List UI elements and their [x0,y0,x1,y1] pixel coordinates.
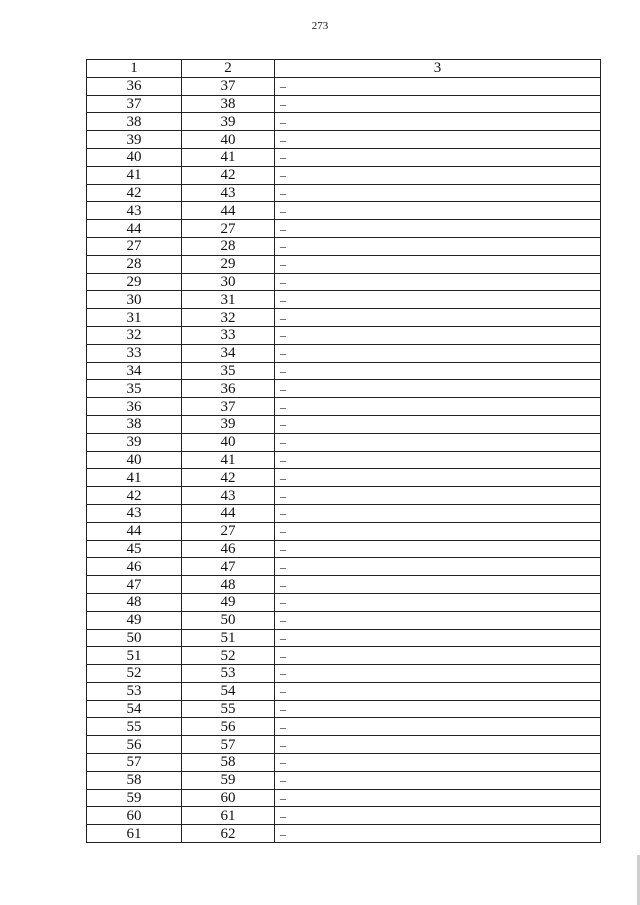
table-cell-col-3: – [275,558,601,576]
table-row [87,487,601,505]
table-row [87,789,601,807]
table-row [87,113,601,131]
table-row [87,718,601,736]
table-cell-col-3: – [275,362,601,380]
table-cell-col-1: 32 [87,326,182,344]
table-row [87,593,601,611]
table-cell-col-2: 54 [182,682,275,700]
page-number: 273 [311,20,329,32]
table-cell-col-2: 29 [182,255,275,273]
table-row [87,95,601,113]
table-cell-col-2: 27 [182,522,275,540]
table-cell-col-1: 35 [87,380,182,398]
table-cell-col-2: 50 [182,611,275,629]
table-cell-col-3: – [275,166,601,184]
table-cell-col-2: 55 [182,700,275,718]
table-cell-col-3: – [275,380,601,398]
table-row [87,540,601,558]
table-cell-col-3: – [275,487,601,505]
table-row [87,273,601,291]
table-cell-col-1: 45 [87,540,182,558]
table-cell-col-2: 44 [182,504,275,522]
table-cell-col-1: 61 [87,825,182,843]
table-cell-col-1: 46 [87,558,182,576]
table-row [87,291,601,309]
table-cell-col-2: 42 [182,469,275,487]
table-cell-col-2: 56 [182,718,275,736]
table-cell-col-2: 58 [182,754,275,772]
table-cell-col-3: – [275,273,601,291]
table-cell-col-3: – [275,754,601,772]
table-cell-col-1: 27 [87,237,182,255]
table-cell-col-3: – [275,433,601,451]
table-cell-col-2: 35 [182,362,275,380]
table-row [87,255,601,273]
table-row [87,522,601,540]
table-cell-col-2: 39 [182,415,275,433]
table-cell-col-3: – [275,113,601,131]
table-row [87,611,601,629]
table-cell-col-3: – [275,647,601,665]
header-row [87,60,601,78]
table-cell-col-2: 48 [182,576,275,594]
table-row [87,665,601,683]
table-row [87,77,601,95]
table-cell-col-2: 31 [182,291,275,309]
table-cell-col-2: 32 [182,309,275,327]
table-cell-col-2: 30 [182,273,275,291]
table-cell-col-2: 39 [182,113,275,131]
table-cell-col-1: 41 [87,166,182,184]
table-cell-col-2: 28 [182,237,275,255]
table-cell-col-1: 43 [87,202,182,220]
column-header-1: 1 [87,60,182,78]
table-cell-col-1: 53 [87,682,182,700]
table-row [87,807,601,825]
table-row [87,309,601,327]
table-cell-col-3: – [275,629,601,647]
table-cell-col-3: – [275,184,601,202]
table-row [87,825,601,843]
table-cell-col-1: 37 [87,95,182,113]
table-cell-col-1: 42 [87,184,182,202]
table-row [87,362,601,380]
table-cell-col-1: 30 [87,291,182,309]
table-cell-col-3: – [275,237,601,255]
table-cell-col-3: – [275,415,601,433]
table-row [87,647,601,665]
table-cell-col-3: – [275,540,601,558]
table-cell-col-3: – [275,202,601,220]
table-cell-col-1: 38 [87,415,182,433]
table-cell-col-3: – [275,807,601,825]
table-cell-col-1: 55 [87,718,182,736]
table-row [87,700,601,718]
table-cell-col-1: 29 [87,273,182,291]
table-cell-col-1: 36 [87,77,182,95]
table-cell-col-1: 58 [87,771,182,789]
table-cell-col-1: 44 [87,522,182,540]
table-row [87,202,601,220]
table-cell-col-1: 59 [87,789,182,807]
table-cell-col-3: – [275,148,601,166]
table-cell-col-3: – [275,291,601,309]
table-cell-col-3: – [275,131,601,149]
table-cell-col-2: 62 [182,825,275,843]
table-row [87,433,601,451]
table-cell-col-3: – [275,593,601,611]
table-row [87,398,601,416]
table-cell-col-2: 47 [182,558,275,576]
table-row [87,754,601,772]
table-cell-col-3: – [275,77,601,95]
table-row [87,184,601,202]
table-row [87,682,601,700]
table-cell-col-3: – [275,771,601,789]
table-cell-col-1: 49 [87,611,182,629]
table-body [87,77,601,842]
table-row [87,220,601,238]
table-cell-col-2: 36 [182,380,275,398]
table-cell-col-2: 43 [182,184,275,202]
table-cell-col-3: – [275,220,601,238]
table-cell-col-1: 51 [87,647,182,665]
table-cell-col-2: 37 [182,398,275,416]
table-row [87,736,601,754]
table-row [87,629,601,647]
table-cell-col-2: 52 [182,647,275,665]
table-cell-col-2: 61 [182,807,275,825]
table-cell-col-1: 40 [87,451,182,469]
table-row [87,451,601,469]
table-cell-col-1: 60 [87,807,182,825]
table-cell-col-1: 50 [87,629,182,647]
table-cell-col-3: – [275,682,601,700]
table-row [87,771,601,789]
table-cell-col-2: 40 [182,433,275,451]
table-cell-col-1: 54 [87,700,182,718]
table-cell-col-2: 41 [182,451,275,469]
table-cell-col-3: – [275,309,601,327]
table-row [87,166,601,184]
table-cell-col-1: 57 [87,754,182,772]
table-cell-col-2: 34 [182,344,275,362]
table-cell-col-3: – [275,825,601,843]
table-cell-col-1: 44 [87,220,182,238]
data-table [86,59,601,843]
table-cell-col-3: – [275,576,601,594]
table-cell-col-2: 42 [182,166,275,184]
table-cell-col-3: – [275,789,601,807]
table-cell-col-3: – [275,700,601,718]
table-cell-col-3: – [275,736,601,754]
table-row [87,415,601,433]
table-cell-col-3: – [275,451,601,469]
table-cell-col-3: – [275,718,601,736]
table-row [87,148,601,166]
table-row [87,380,601,398]
table-cell-col-3: – [275,665,601,683]
table-cell-col-2: 41 [182,148,275,166]
table-cell-col-2: 37 [182,77,275,95]
table-cell-col-3: – [275,469,601,487]
table-cell-col-2: 38 [182,95,275,113]
table-cell-col-1: 39 [87,433,182,451]
table-cell-col-2: 43 [182,487,275,505]
table-cell-col-1: 38 [87,113,182,131]
table-cell-col-1: 33 [87,344,182,362]
table-cell-col-3: – [275,522,601,540]
table-cell-col-1: 56 [87,736,182,754]
table-cell-col-2: 27 [182,220,275,238]
column-header-3: 3 [275,60,601,78]
table-cell-col-2: 57 [182,736,275,754]
column-header-2: 2 [182,60,275,78]
table-cell-col-1: 36 [87,398,182,416]
table-row [87,469,601,487]
table-cell-col-1: 52 [87,665,182,683]
table-cell-col-3: – [275,95,601,113]
table-row [87,326,601,344]
table-cell-col-2: 59 [182,771,275,789]
table-cell-col-2: 60 [182,789,275,807]
table-row [87,237,601,255]
table-cell-col-3: – [275,255,601,273]
table-cell-col-1: 42 [87,487,182,505]
table-cell-col-1: 40 [87,148,182,166]
table-cell-col-1: 47 [87,576,182,594]
table-cell-col-3: – [275,398,601,416]
table-cell-col-1: 28 [87,255,182,273]
table-cell-col-3: – [275,504,601,522]
table-cell-col-3: – [275,326,601,344]
table-cell-col-3: – [275,344,601,362]
table-cell-col-1: 34 [87,362,182,380]
table-row [87,504,601,522]
table-row [87,344,601,362]
table-row [87,576,601,594]
table-cell-col-1: 43 [87,504,182,522]
table-cell-col-2: 46 [182,540,275,558]
table-cell-col-1: 41 [87,469,182,487]
table-cell-col-1: 48 [87,593,182,611]
table-cell-col-3: – [275,611,601,629]
table-cell-col-2: 53 [182,665,275,683]
table-cell-col-2: 51 [182,629,275,647]
table-row [87,131,601,149]
table-cell-col-2: 44 [182,202,275,220]
table-row [87,558,601,576]
table-cell-col-1: 31 [87,309,182,327]
table-cell-col-2: 40 [182,131,275,149]
table-cell-col-2: 33 [182,326,275,344]
table-cell-col-2: 49 [182,593,275,611]
table-cell-col-1: 39 [87,131,182,149]
